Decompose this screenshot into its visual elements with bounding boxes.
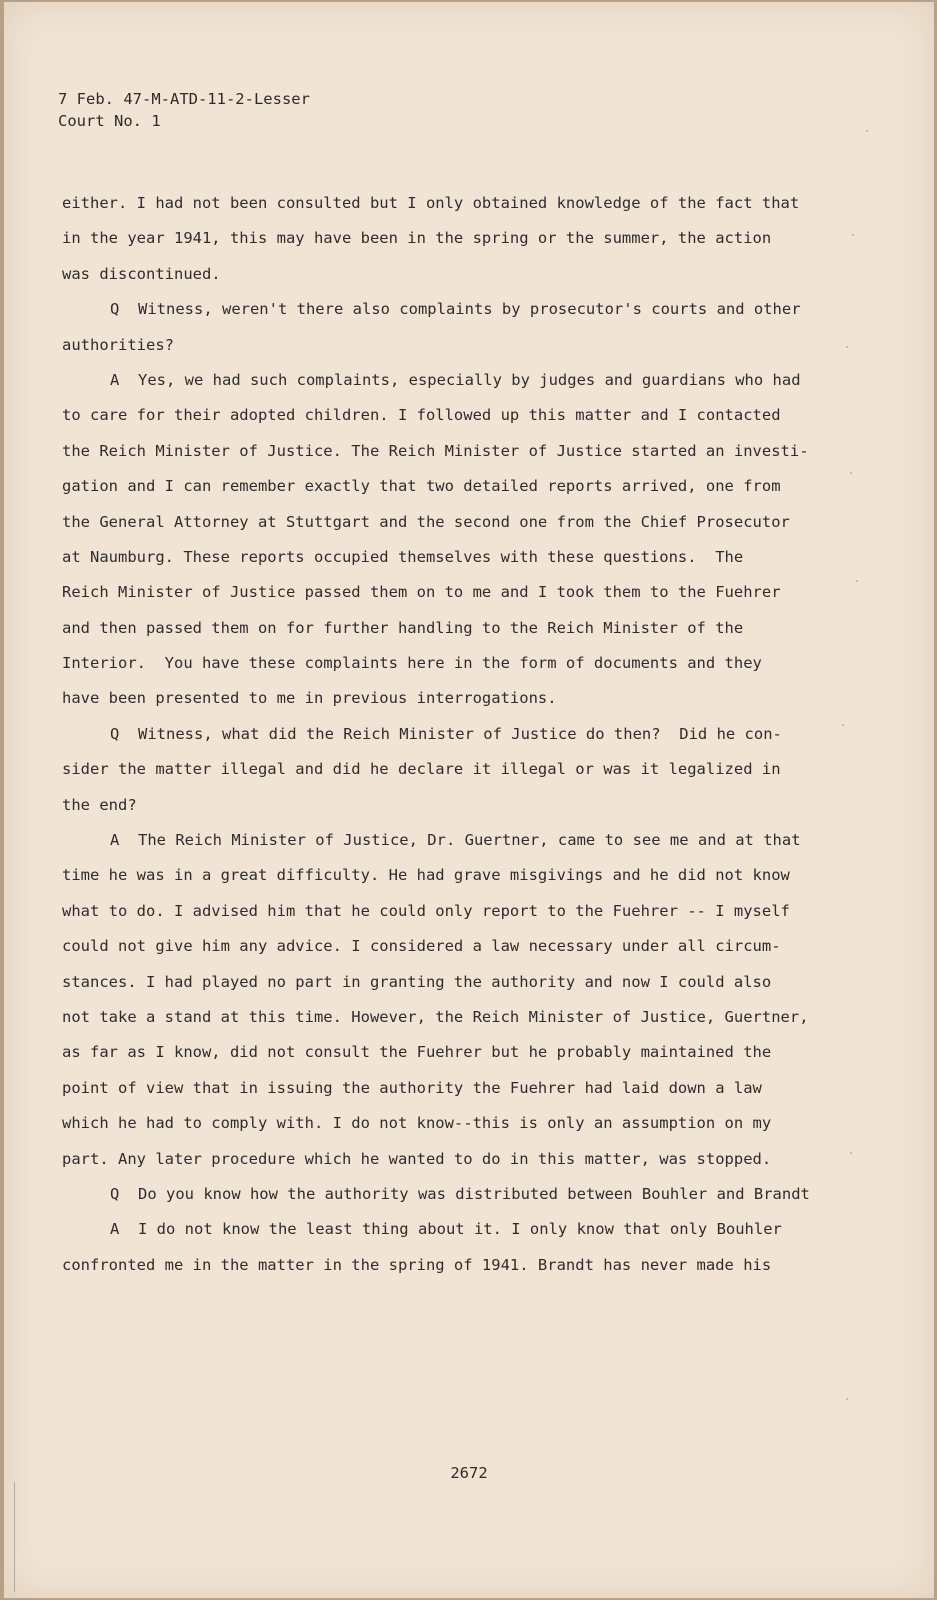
- transcript-line: Reich Minister of Justice passed them on to me and I took them to the Fuehrer: [62, 583, 781, 602]
- transcript-line: gation and I can remember exactly that two detailed reports arrived, one from: [62, 477, 781, 496]
- transcript-line: the Reich Minister of Justice. The Reich Minister of Justice started an investi-: [62, 441, 809, 460]
- transcript-line: authorities?: [62, 335, 174, 354]
- transcript-line: stances. I had played no part in granting the authority and now I could also: [62, 972, 772, 991]
- transcript-line: to care for their adopted children. I followed up this matter and I contacted: [62, 406, 781, 425]
- document-header: [58, 88, 310, 132]
- transcript-line: part. Any later procedure which he wanted to do in this matter, was stopped.: [62, 1149, 772, 1168]
- transcript-line: A Yes, we had such complaints, especially by judges and guardians who had: [110, 370, 801, 389]
- document-page: [4, 2, 934, 1598]
- transcript-line: sider the matter illegal and did he declare it illegal or was it legalized in: [62, 760, 781, 779]
- transcript-line: could not give him any advice. I considered a law necessary under all circum-: [62, 937, 781, 956]
- transcript-line: and then passed them on for further handling to the Reich Minister of the: [62, 618, 744, 637]
- transcript-line: which he had to comply with. I do not know--this is only an assumption on my: [62, 1114, 772, 1133]
- transcript-line: Q Do you know how the authority was distributed between Bouhler and Brandt: [110, 1184, 810, 1203]
- transcript-line: as far as I know, did not consult the Fuehrer but he probably maintained the: [62, 1043, 772, 1062]
- transcript-line: A The Reich Minister of Justice, Dr. Guertner, came to see me and at that: [110, 831, 801, 850]
- transcript-line: not take a stand at this time. However, the Reich Minister of Justice, Guertner,: [62, 1007, 809, 1026]
- header-court: Court No. 1: [58, 112, 161, 130]
- transcript-line: in the year 1941, this may have been in the spring or the summer, the action: [62, 229, 772, 248]
- transcript-line: A I do not know the least thing about it. I only know that only Bouhler: [110, 1220, 782, 1239]
- transcript-line: have been presented to me in previous interrogations.: [62, 689, 557, 708]
- transcript-line: either. I had not been consulted but I only obtained knowledge of the fact that: [62, 194, 800, 212]
- page-edge-mark: [14, 1482, 17, 1592]
- page-number: 2672: [450, 1464, 488, 1482]
- transcript-line: the end?: [62, 795, 137, 814]
- transcript-line: at Naumburg. These reports occupied themselves with these questions. The: [62, 547, 744, 566]
- transcript-line: the General Attorney at Stuttgart and the second one from the Chief Prosecutor: [62, 512, 790, 531]
- header-reference: 7 Feb. 47-M-ATD-11-2-Lesser: [58, 90, 310, 108]
- transcript-line: Q Witness, weren't there also complaints by prosecutor's courts and other: [110, 300, 801, 319]
- transcript-line: point of view that in issuing the authority the Fuehrer had laid down a law: [62, 1078, 762, 1097]
- transcript-line: was discontinued.: [62, 264, 221, 283]
- transcript-line: confronted me in the matter in the spring of 1941. Brandt has never made his: [62, 1255, 772, 1274]
- transcript-body: [62, 186, 872, 1283]
- transcript-line: Interior. You have these complaints here in the form of documents and they: [62, 654, 762, 673]
- transcript-line: time he was in a great difficulty. He had grave misgivings and he did not know: [62, 866, 790, 885]
- transcript-line: Q Witness, what did the Reich Minister of Justice do then? Did he con-: [110, 724, 782, 743]
- transcript-line: what to do. I advised him that he could only report to the Fuehrer -- I myself: [62, 901, 790, 920]
